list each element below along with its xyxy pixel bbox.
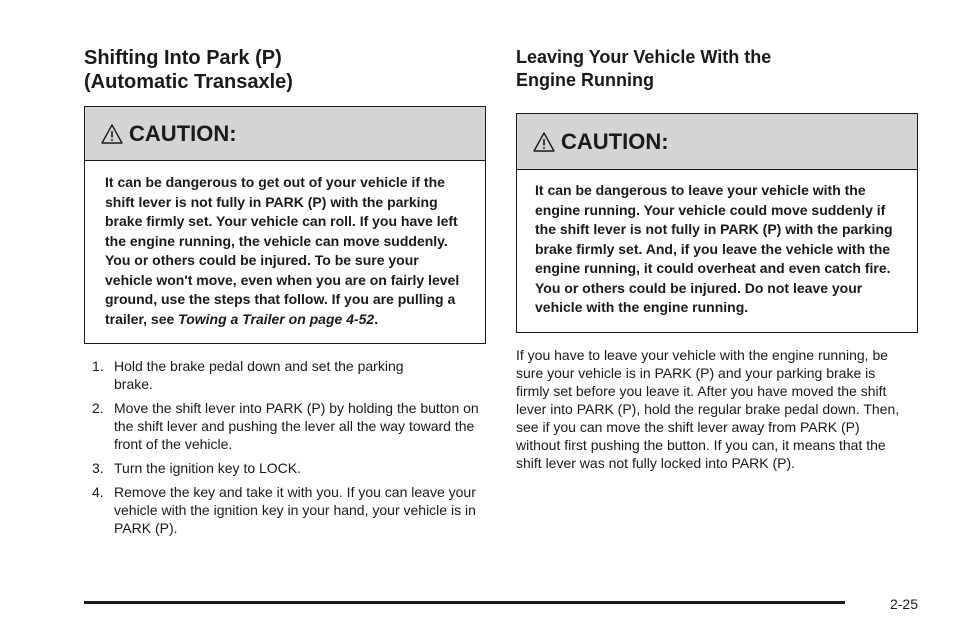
caution-body-text: It can be dangerous to leave your vehicle with the engine running. Your vehicle could move suddenly if the shift lever is not fully in PARK (P) with the parking brake firmly set. And, if you leave the vehicle with the engine running, it could overheat and even catch fire. You or others could be injured. Do not leave your vehicle with the engine running. xyxy=(535,182,893,315)
caution-text xyxy=(517,170,917,332)
step-text: Turn the ignition key to LOCK. xyxy=(114,460,302,476)
footer-rule xyxy=(84,601,845,604)
step-number: 1. xyxy=(92,358,104,374)
list-item xyxy=(84,483,486,537)
right-column xyxy=(516,46,918,472)
step-text: Hold the brake pedal down and set the parking brake. xyxy=(114,358,404,392)
caution-header xyxy=(517,114,917,170)
step-text: Move the shift lever into PARK (P) by holding the button on the shift lever and pushing the lever all the way toward the front of the vehicle. xyxy=(114,400,479,452)
left-column xyxy=(84,46,486,543)
cross-reference-link[interactable]: Towing a Trailer on page 4-52 xyxy=(178,310,375,327)
list-item xyxy=(84,399,486,453)
title-line-2: (Automatic Transaxle) xyxy=(84,71,293,93)
warning-triangle-icon xyxy=(101,123,123,145)
caution-end: . xyxy=(374,310,379,327)
section-title-shifting-into-park xyxy=(84,46,486,94)
title-line-2: Engine Running xyxy=(516,70,654,90)
caution-title: CAUTION: xyxy=(561,128,669,154)
step-number: 4. xyxy=(92,484,104,500)
list-item xyxy=(84,357,486,393)
caution-body-text: It can be dangerous to get out of your vehicle if the shift lever is not fully in PARK (P) with the parking brake firmly set. Your vehicle can roll. If you have left the engine running, the vehicle can move suddenly. You or others could be injured. To be sure your vehicle won't move, even when you are on fairly level ground, use the steps that follow. If you are pulling a trailer, see xyxy=(105,174,460,327)
step-number: 3. xyxy=(92,460,104,476)
caution-box-park xyxy=(84,106,486,344)
step-text: Remove the key and take it with you. If you can leave your vehicle with the ignition key in your hand, your vehicle is in PARK (P). xyxy=(114,484,476,536)
caution-header xyxy=(85,107,485,161)
body-paragraph: If you have to leave your vehicle with the engine running, be sure your vehicle is in PARK (P) and your parking brake is firmly set before you leave it. After you have moved the shift lever into PARK (P), hold the regular brake pedal down. Then, see if you can move the shift lever away from PARK (P) without first pushing the button. If you can, it means that the shift lever was not fully locked into PARK (P). xyxy=(516,346,900,471)
section-title-leaving-vehicle xyxy=(516,46,918,92)
caution-box-engine-running xyxy=(516,113,918,333)
page-number: 2-25 xyxy=(889,596,918,612)
caution-text xyxy=(85,161,485,343)
title-line-1: Shifting Into Park (P) xyxy=(84,47,282,69)
steps-list xyxy=(84,357,486,537)
caution-title: CAUTION: xyxy=(129,120,237,146)
list-item xyxy=(84,459,486,477)
step-number: 2. xyxy=(92,400,104,416)
warning-triangle-icon xyxy=(533,131,555,153)
title-line-1: Leaving Your Vehicle With the xyxy=(516,47,772,67)
